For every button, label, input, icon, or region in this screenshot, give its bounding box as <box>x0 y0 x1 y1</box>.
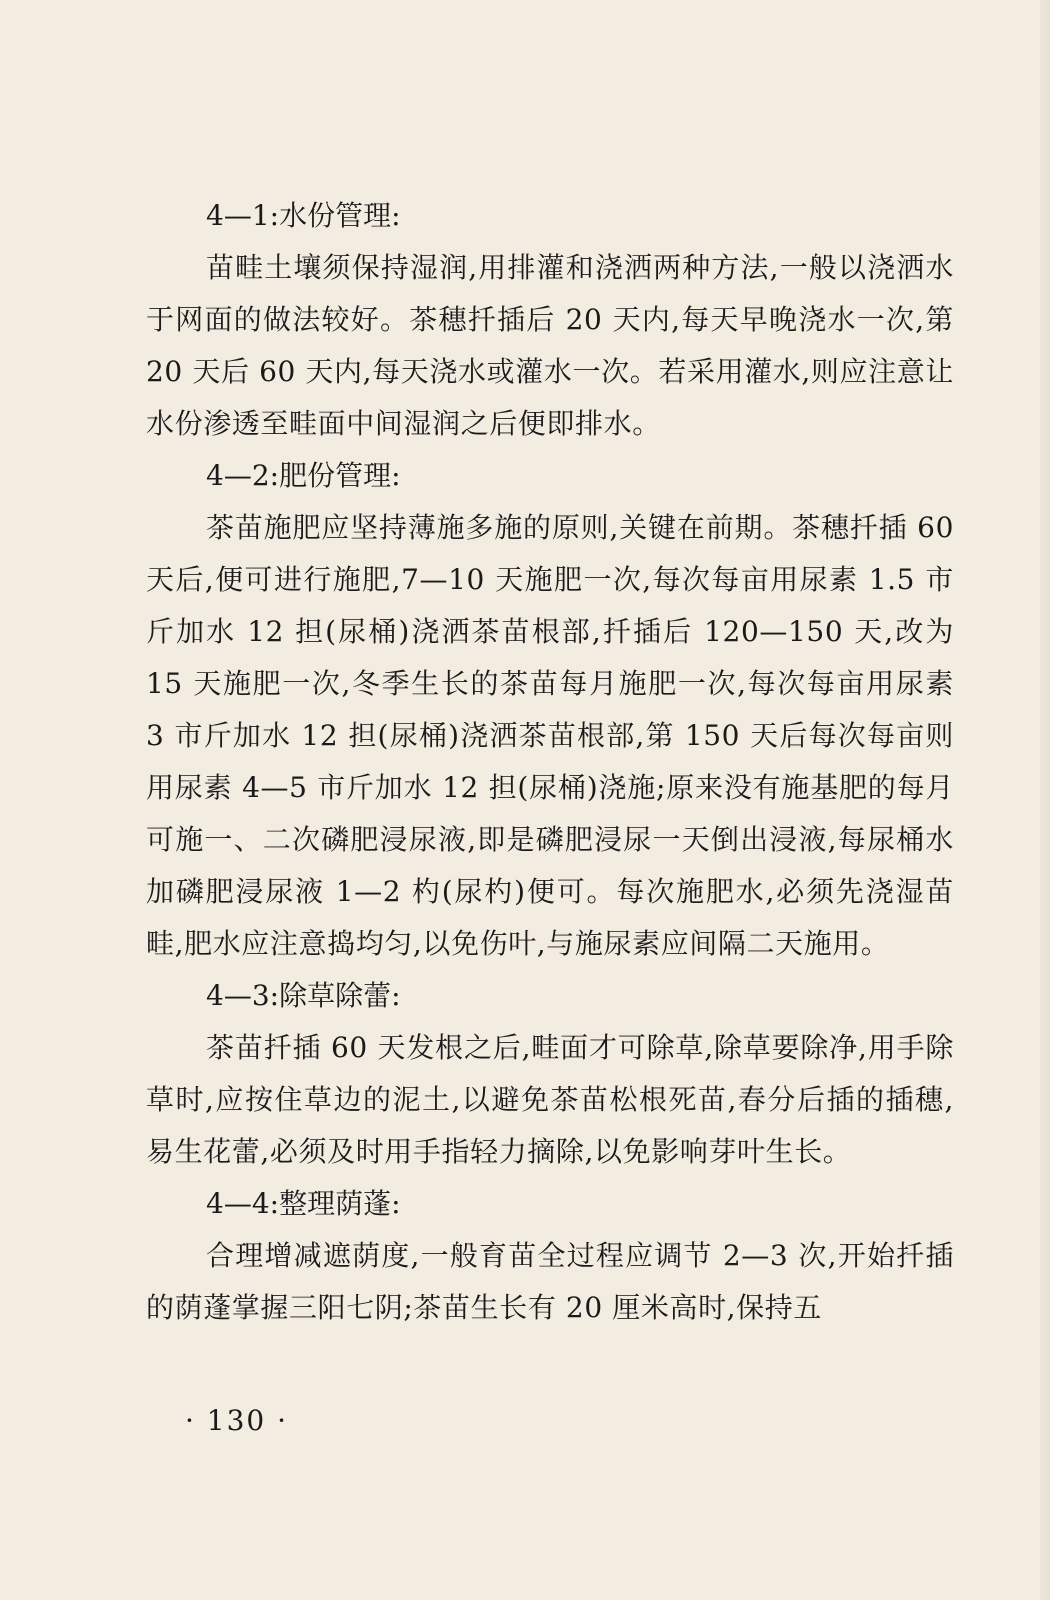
page-body <box>146 190 954 1334</box>
section-paragraph-water: 苗畦土壤须保持湿润,用排灌和浇洒两种方法,一般以浇洒水于网面的做法较好。茶穗扦插后 20 天内,每天早晚浇水一次,第 20 天后 60 天内,每天浇水或灌水一次。若采用灌水,则应注意让水份渗透至畦面中间湿润之后便即排水。 <box>146 251 954 440</box>
section-paragraph-weeding: 茶苗扦插 60 天发根之后,畦面才可除草,除草要除净,用手除草时,应按住草边的泥土,以避免茶苗松根死苗,春分后插的插穗,易生花蕾,必须及时用手指轻力摘除,以免影响芽叶生长。 <box>146 1031 954 1168</box>
page-number: · 130 · <box>185 1404 289 1437</box>
section-paragraph-fertilizer: 茶苗施肥应坚持薄施多施的原则,关键在前期。茶穗扦插 60 天后,便可进行施肥,7—10 天施肥一次,每次每亩用尿素 1.5 市斤加水 12 担(尿桶)浇洒茶苗根部,扦插后 120—150 天,改为 15 天施肥一次,冬季生长的茶苗每月施肥一次,每次每亩用尿素 3 市斤加水 12 担(尿桶)浇洒茶苗根部,第 150 天后每次每亩则用尿素 4—5 市斤加水 12 担(尿桶)浇施;原来没有施基肥的每月可施一、二次磷肥浸尿液,即是磷肥浸尿一天倒出浸液,每尿桶水加磷肥浸尿液 1—2 杓(尿杓)便可。每次施肥水,必须先浇湿苗畦,肥水应注意捣均匀,以免伤叶,与施尿素应间隔二天施用。 <box>146 511 954 960</box>
page-edge <box>1040 0 1050 1600</box>
section-heading-weeding: 4—3:除草除蕾: <box>206 979 401 1012</box>
section-heading-shade: 4—4:整理荫蓬: <box>206 1187 401 1220</box>
section-heading-water: 4—1:水份管理: <box>206 199 401 232</box>
section-heading-fertilizer: 4—2:肥份管理: <box>206 459 401 492</box>
section-paragraph-shade: 合理增减遮荫度,一般育苗全过程应调节 2—3 次,开始扦插的荫蓬掌握三阳七阴;茶苗生长有 20 厘米高时,保持五 <box>146 1239 954 1324</box>
